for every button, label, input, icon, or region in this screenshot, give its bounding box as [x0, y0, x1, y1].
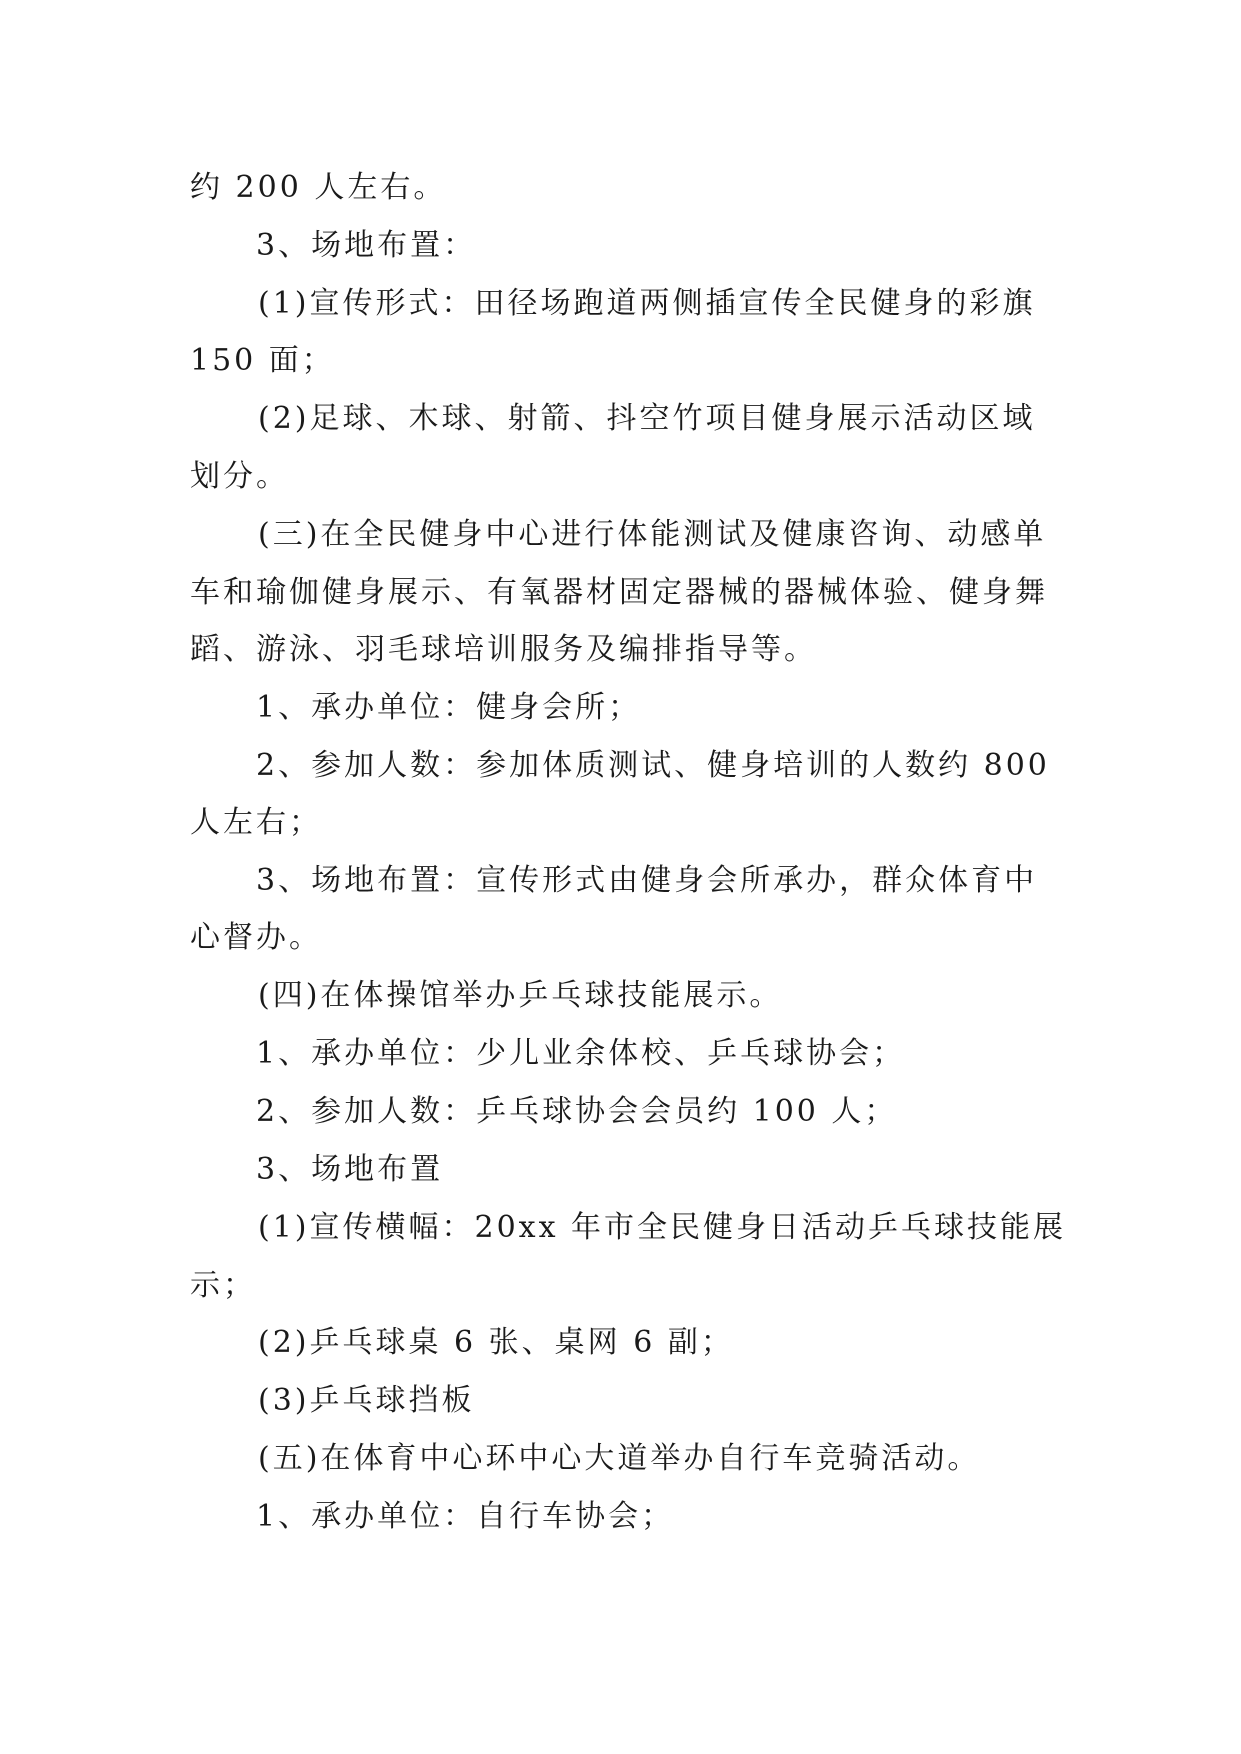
text-line-16: 1、承办单位：少儿业余体校、乒乓球协会；: [256, 1036, 906, 1071]
text-line-1: 约 200 人左右。: [190, 170, 447, 205]
text-line-18: 3、场地布置: [256, 1152, 444, 1187]
text-line-17: 2、参加人数：乒乓球协会会员约 100 人；: [256, 1094, 898, 1129]
text-line-14: 心督办。: [190, 920, 322, 955]
text-line-2: 3、场地布置：: [256, 228, 477, 263]
text-line-10: 1、承办单位：健身会所；: [256, 690, 642, 725]
text-line-7: (三)在全民健身中心进行体能测试及健康咨询、动感单: [258, 517, 1047, 552]
text-line-4: 150 面；: [190, 343, 335, 378]
text-line-24: 1、承办单位：自行车协会；: [256, 1499, 675, 1534]
text-line-3: (1)宣传形式：田径场跑道两侧插宣传全民健身的彩旗: [258, 286, 1036, 321]
text-line-5: (2)足球、木球、射箭、抖空竹项目健身展示活动区域: [258, 401, 1036, 436]
text-line-13: 3、场地布置：宣传形式由健身会所承办，群众体育中: [256, 863, 1038, 898]
text-line-22: (3)乒乓球挡板: [258, 1383, 475, 1418]
text-line-9: 蹈、游泳、羽毛球培训服务及编排指导等。: [190, 632, 817, 667]
text-line-19: (1)宣传横幅：20xx 年市全民健身日活动乒乓球技能展: [258, 1210, 1067, 1245]
text-line-12: 人左右；: [190, 805, 322, 840]
text-line-15: (四)在体操馆举办乒乓球技能展示。: [258, 978, 783, 1013]
text-line-6: 划分。: [190, 459, 289, 494]
text-line-23: (五)在体育中心环中心大道举办自行车竞骑活动。: [258, 1441, 981, 1476]
text-line-21: (2)乒乓球桌 6 张、桌网 6 副；: [258, 1325, 734, 1360]
text-line-8: 车和瑜伽健身展示、有氧器材固定器械的器械体验、健身舞: [190, 575, 1048, 610]
text-line-20: 示；: [190, 1268, 256, 1303]
text-line-11: 2、参加人数：参加体质测试、健身培训的人数约 800: [256, 748, 1050, 783]
